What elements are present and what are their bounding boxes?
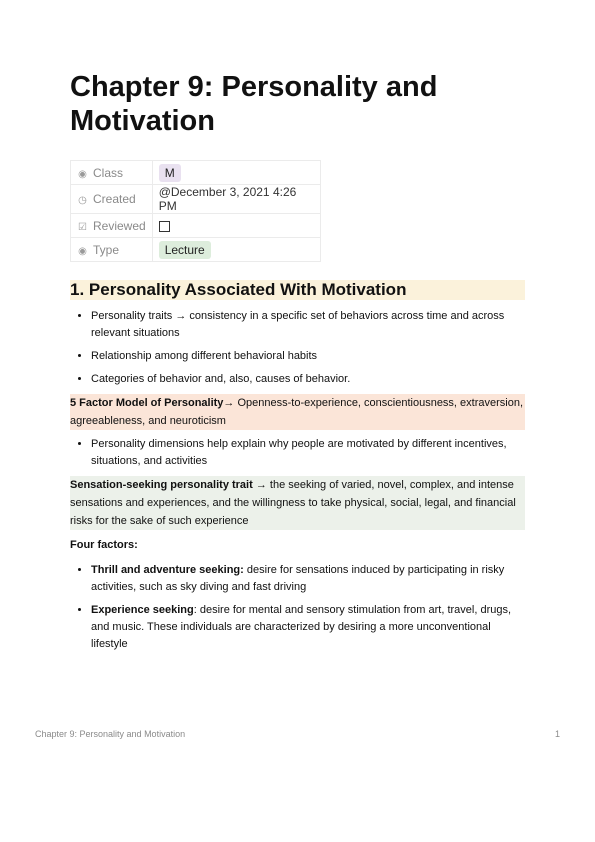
created-date: @December 3, 2021 4:26 PM <box>152 185 320 214</box>
clock-icon: ◷ <box>78 195 87 206</box>
circle-dot-icon: ◉ <box>78 168 87 180</box>
property-key <box>71 238 153 262</box>
circle-dot-icon: ◉ <box>78 245 87 257</box>
reviewed-checkbox[interactable] <box>159 221 170 232</box>
property-value[interactable] <box>152 238 320 262</box>
property-row-created <box>71 185 321 214</box>
property-value <box>152 214 320 238</box>
subheading-text: Four factors: <box>70 539 138 551</box>
property-label: Reviewed <box>93 218 146 233</box>
list-item: • Personality traits → consistency in a specific set of behaviors across time and across relevant situations <box>91 308 525 342</box>
property-value[interactable] <box>152 161 320 185</box>
page-number: 1 <box>554 729 560 739</box>
definition-text: desire for sensations induced by participating in risky activities, such as sky diving and fast driving <box>91 564 505 593</box>
sensation-callout <box>70 476 525 530</box>
list-item: • Personality dimensions help explain why people are motivated by different incentives, situations, and activities <box>91 436 525 470</box>
definition-text: → the seeking of varied, novel, complex, and intense sensations and experiences, and the willingness to take physical, social, legal, and financial risks for the sake of such experience <box>70 479 516 527</box>
definition-text: Openness-to-experience, conscientiousness, extraversion, agreeableness, and neuroticism <box>70 397 524 427</box>
property-label: Type <box>93 242 120 257</box>
list-item <box>91 602 525 653</box>
property-row-reviewed <box>71 214 321 238</box>
property-label: Created <box>93 192 136 206</box>
checkbox-icon: ☑ <box>78 221 87 233</box>
type-tag: Lecture <box>159 241 211 259</box>
list-item <box>91 562 525 596</box>
property-key <box>71 214 153 238</box>
property-row-class <box>71 161 321 185</box>
section-heading: 1. Personality Associated With Motivation <box>70 280 525 300</box>
five-factor-callout <box>70 394 525 430</box>
term-label: Sensation-seeking personality trait <box>70 479 253 491</box>
page-content <box>70 70 525 659</box>
term-label: Thrill and adventure seeking: <box>91 564 244 576</box>
properties-table <box>70 160 321 262</box>
term-label: 5 Factor Model of Personality <box>70 397 224 409</box>
page-footer <box>35 729 560 739</box>
list-item: • Relationship among different behavioral habits <box>91 348 525 365</box>
page-title: Chapter 9: Personality and Motivation <box>70 71 438 137</box>
arrow: → <box>223 397 235 409</box>
class-tag: M <box>159 164 181 182</box>
property-row-type <box>71 238 321 262</box>
bullet-list <box>70 562 525 653</box>
list-item: • Categories of behavior and, also, causes of behavior. <box>91 371 525 388</box>
footer-title: Chapter 9: Personality and Motivation <box>35 729 186 739</box>
property-key <box>71 185 153 214</box>
property-key <box>71 161 153 185</box>
property-label: Class <box>93 165 124 180</box>
subheading <box>70 536 525 554</box>
bullet-list <box>70 436 525 470</box>
bullet-list <box>70 308 525 388</box>
term-label: Experience seeking <box>91 604 194 616</box>
definition-text: : desire for mental and sensory stimulation from art, travel, drugs, and music. These individuals are characterized by desiring a more unconventional lifestyle <box>91 604 512 650</box>
